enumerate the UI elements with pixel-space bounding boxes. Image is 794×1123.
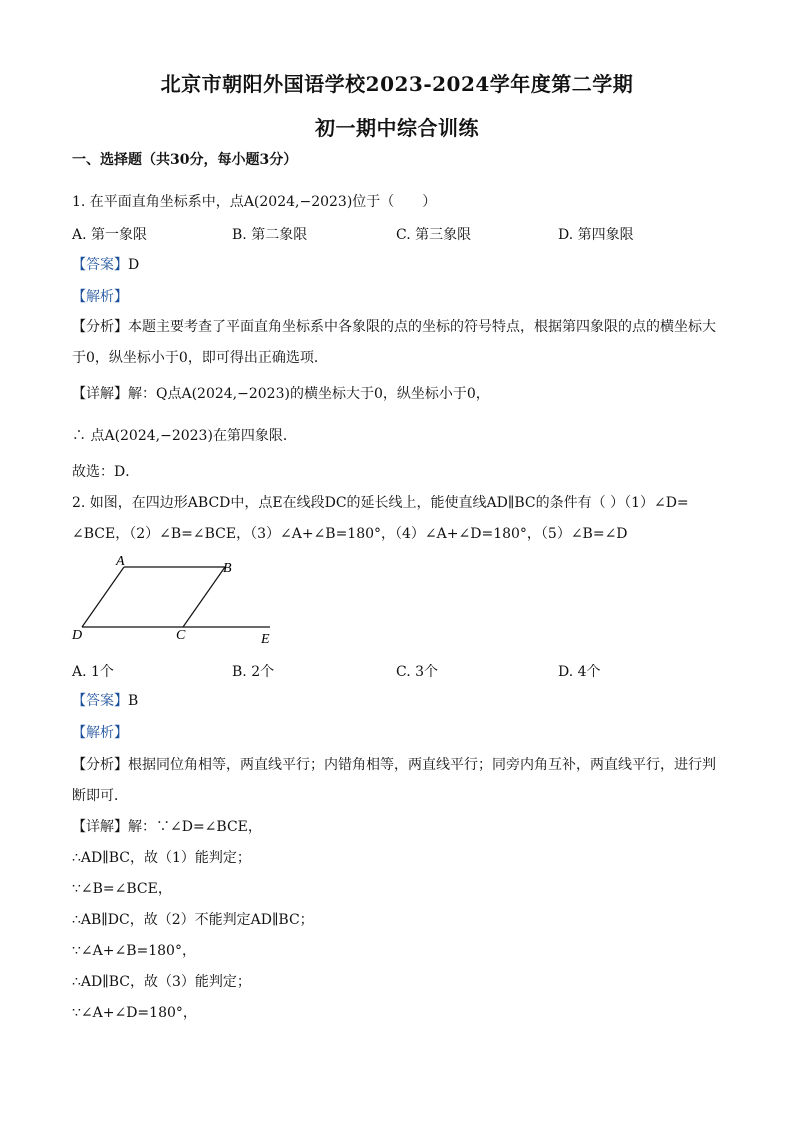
- q2-stem-line2: ∠BCE，（2）∠B=∠BCE，（3）∠A+∠B=180°，（4）∠A+∠D=180°，（5）∠B=∠D: [72, 526, 628, 542]
- q1-answer: [72, 256, 139, 274]
- q1-answer-value: D: [128, 257, 140, 273]
- q2-step: ∵∠A+∠D=180°，: [72, 1005, 197, 1021]
- q1-detail-mid2: 点: [90, 428, 105, 444]
- q2-option-a: A. 1个: [72, 664, 114, 680]
- q1-fenxi-text1: 本题主要考查了平面直角坐标系中各象限的点的坐标的符号特点，根据第四象限的点的横坐标大: [128, 319, 716, 335]
- q1-fenxi-line2: 于0，纵坐标小于0，即可得出正确选项．: [72, 350, 328, 366]
- q2-step: ∵∠A+∠B=180°，: [72, 943, 196, 959]
- q2-answer: [72, 692, 138, 710]
- q2-answer-value: B: [128, 693, 139, 709]
- q2-option-c: C. 3个: [396, 664, 439, 680]
- document-title: 北京市朝阳外国语学校2023-2024学年度第二学期: [160, 72, 634, 96]
- q2-fenxi-line2: 断即可．: [72, 788, 128, 804]
- q2-fenxi-text1: 根据同位角相等，两直线平行；内错角相等，两直线平行；同旁内角互补，两直线平行，进行判: [128, 757, 716, 773]
- segment-ad: [82, 567, 124, 627]
- q1-point: A(2024,−2023): [243, 194, 353, 210]
- q1-detail-point1: A(2024,−2023): [181, 386, 290, 402]
- answer-tag: 【答案】: [72, 693, 128, 709]
- label-b: B: [223, 561, 232, 576]
- q2-step: ∴AD∥BC，故（3）能判定；: [72, 974, 251, 990]
- q2-step: ∴AB∥DC，故（2）不能判定AD∥BC；: [72, 912, 314, 928]
- q2-option-b: B. 2个: [232, 664, 275, 680]
- q2-analysis-tag: 【解析】: [72, 725, 128, 741]
- q1-stem-suffix: 位于（ ）: [352, 194, 437, 210]
- q1-detail-mid1: 点: [167, 386, 182, 402]
- q1-detail-suffix1: 的横坐标大于0，纵坐标小于0，: [289, 386, 490, 402]
- q1-analysis-tag: 【解析】: [72, 289, 128, 305]
- q2-detail-line1: [72, 818, 262, 836]
- q1-stem: [72, 193, 436, 211]
- q1-stem-prefix: 1. 在平面直角坐标系中，点: [72, 194, 244, 210]
- q1-option-c: C. 第三象限: [396, 227, 472, 243]
- document-subtitle: 初一期中综合训练: [315, 116, 479, 140]
- detail-tag: 【详解】: [72, 386, 128, 402]
- segment-bc: [183, 567, 225, 627]
- q1-fenxi-line1: [72, 318, 716, 336]
- q2-step: ∴AD∥BC，故（1）能判定；: [72, 850, 251, 866]
- label-a: A: [116, 554, 125, 569]
- q1-conclusion: 故选：D．: [72, 464, 140, 480]
- q1-detail-line1: [72, 385, 490, 403]
- q1-detail-point2: A(2024,−2023): [104, 428, 213, 444]
- q1-option-a: A. 第一象限: [72, 227, 148, 243]
- answer-tag: 【答案】: [72, 257, 128, 273]
- quadrilateral-figure: [70, 554, 290, 649]
- q1-detail-prefix: 解：: [128, 386, 156, 402]
- because-symbol: Q: [156, 386, 168, 402]
- q2-step: ∵∠B=∠BCE，: [72, 881, 172, 897]
- label-e: E: [261, 632, 270, 647]
- q2-stem-line1: 2. 如图，在四边形ABCD中，点E在线段DC的延长线上，能使直线AD∥BC的条件有（ ）（1）∠D=: [72, 495, 689, 511]
- q1-detail-line2: [72, 427, 297, 445]
- label-c: C: [176, 628, 186, 643]
- therefore-symbol: ∴: [72, 428, 86, 444]
- q2-step: 解：∵∠D=∠BCE，: [128, 819, 262, 835]
- q1-option-d: D. 第四象限: [558, 227, 634, 243]
- fenxi-tag: 【分析】: [72, 319, 128, 335]
- section-heading: 一、选择题（共30分，每小题3分）: [72, 152, 298, 168]
- q2-option-d: D. 4个: [558, 664, 601, 680]
- q2-fenxi-line1: [72, 756, 716, 774]
- fenxi-tag: 【分析】: [72, 757, 128, 773]
- q1-option-b: B. 第二象限: [232, 227, 308, 243]
- q1-detail-suffix2: 在第四象限．: [212, 428, 297, 444]
- detail-tag: 【详解】: [72, 819, 128, 835]
- label-d: D: [72, 628, 83, 643]
